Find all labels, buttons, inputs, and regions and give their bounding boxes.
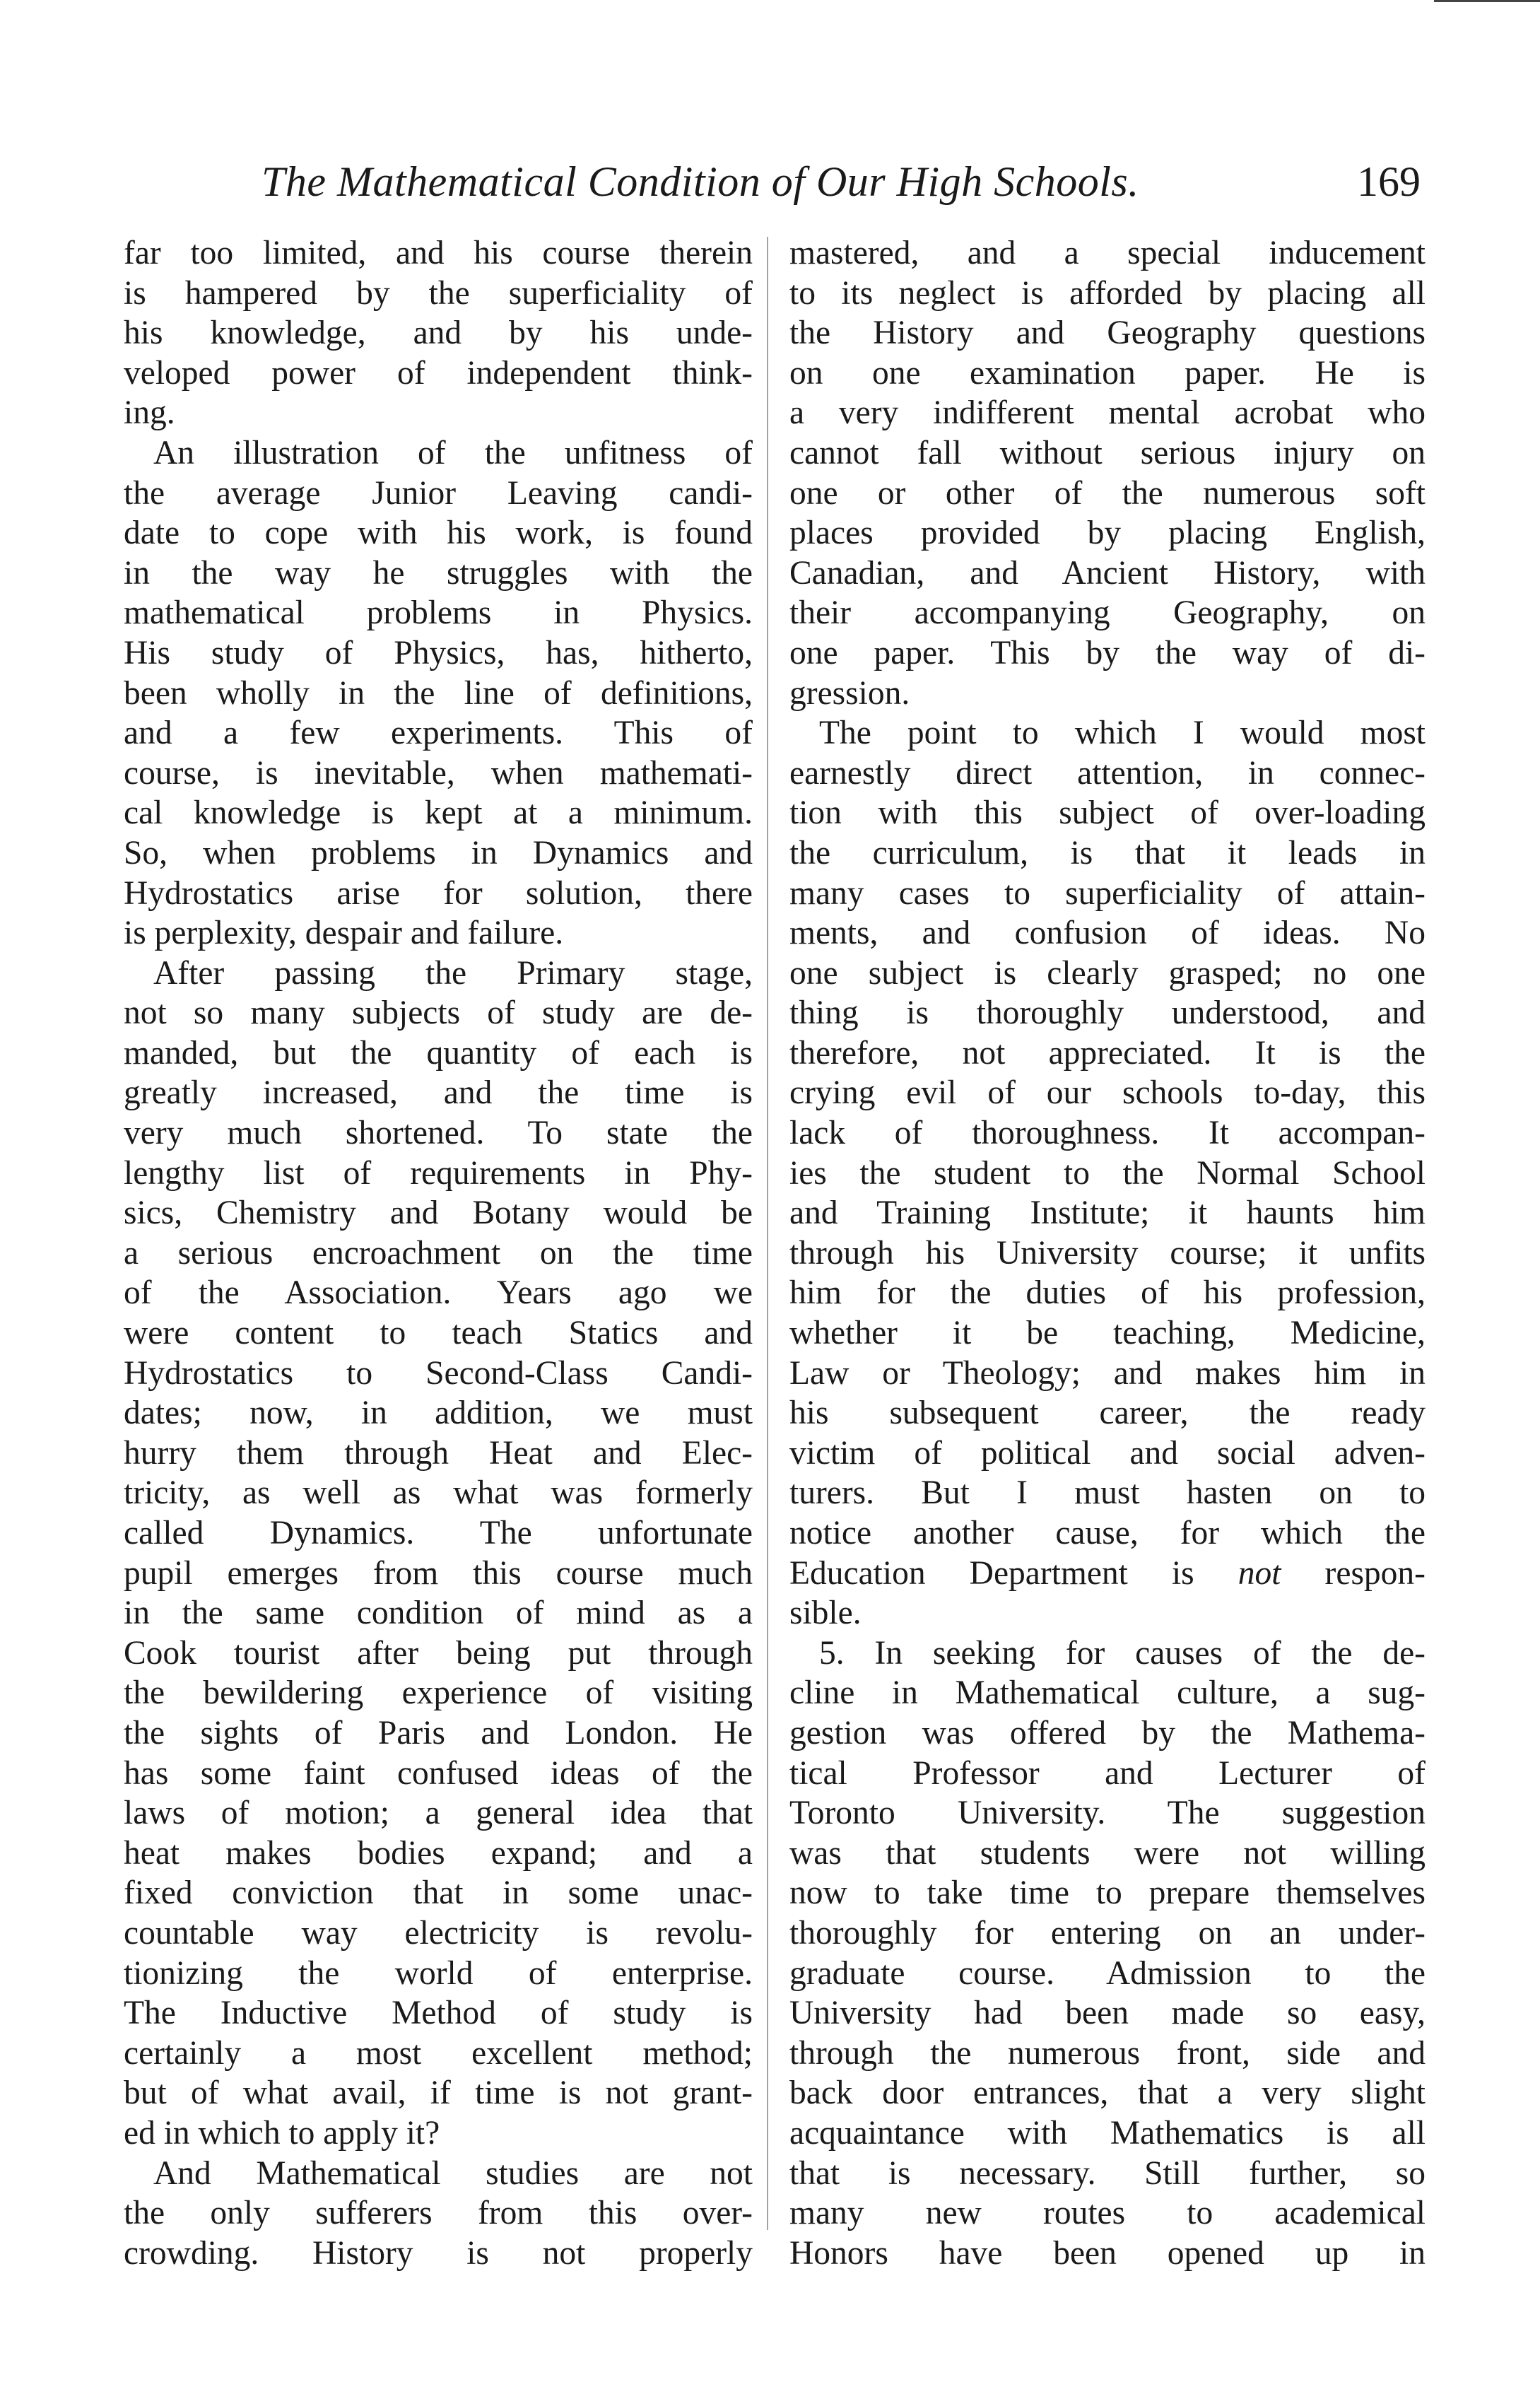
text-line: veloped power of independent think- (124, 354, 753, 392)
text-line: laws of motion; a general idea that (124, 1795, 753, 1832)
running-head (261, 150, 1421, 213)
text-line: many cases to superficiality of attain- (789, 874, 1426, 912)
text-line: very much shortened. To state the (124, 1115, 753, 1152)
text-line: a very indifferent mental acrobat who (789, 394, 1426, 432)
text-line: 5. In seeking for causes of the de- (819, 1634, 1426, 1672)
left-column (124, 233, 753, 2273)
text-line: ing. (124, 394, 175, 432)
text-line: lengthy list of requirements in Phy- (124, 1154, 753, 1192)
text-line: sible. (789, 1595, 862, 1632)
column-divider (767, 237, 768, 2230)
text-line: course, is inevitable, when mathemati- (124, 754, 753, 792)
text-line: tion with this subject of over-loading (789, 794, 1426, 832)
running-title: The Mathematical Condition of Our High Schools. (261, 158, 1139, 205)
text-line: Hydrostatics to Second-Class Candi- (124, 1354, 753, 1392)
text-line: gression. (789, 674, 910, 712)
text-line: earnestly direct attention, in connec- (789, 754, 1426, 792)
text-line: thoroughly for entering on an under- (789, 1914, 1426, 1952)
text-line: mastered, and a special inducement (789, 235, 1426, 271)
text-line: Cook tourist after being put through (124, 1634, 753, 1672)
text-line: through the numerous front, side and (789, 2034, 1426, 2072)
text-line: their accompanying Geography, on (789, 594, 1426, 632)
text-line-emphasis (789, 1554, 1426, 1594)
text-line: victim of political and social adven- (789, 1434, 1426, 1472)
text-line: Hydrostatics arise for solution, there (124, 874, 753, 912)
text-line: After passing the Primary stage, (153, 954, 753, 992)
text-line: the bewildering experience of visiting (124, 1674, 753, 1712)
text-line: the curriculum, is that it leads in (789, 834, 1426, 872)
text-line: the average Junior Leaving candi- (124, 474, 753, 512)
page-number: 169 (1357, 158, 1421, 205)
text-line: tionizing the world of enterprise. (124, 1954, 753, 1992)
text-line: now to take time to prepare themselves (789, 1874, 1426, 1912)
right-column (789, 233, 1426, 2273)
text-line: in the same condition of mind as a (124, 1595, 753, 1632)
text-line: Toronto University. The suggestion (789, 1795, 1426, 1832)
text-line: the sights of Paris and London. He (124, 1714, 753, 1751)
emphasis-word: not (1238, 1554, 1281, 1592)
text-line: heat makes bodies expand; and a (124, 1834, 753, 1872)
text-line: notice another cause, for which the (789, 1515, 1426, 1551)
text-line: hurry them through Heat and Elec- (124, 1434, 753, 1472)
text-line: greatly increased, and the time is (124, 1074, 753, 1112)
text-line: a serious encroachment on the time (124, 1234, 753, 1272)
text-line: in the way he struggles with the (124, 554, 753, 592)
text-line: fixed conviction that in some unac- (124, 1874, 753, 1912)
text-line: ed in which to apply it? (124, 2114, 440, 2152)
text-line: cline in Mathematical culture, a sug- (789, 1674, 1426, 1712)
text-line: thing is thoroughly understood, and (789, 994, 1426, 1032)
text-line: tricity, as well as what was formerly (124, 1474, 753, 1512)
text-line: through his University course; it unfits (789, 1234, 1426, 1272)
text-line: on one examination paper. He is (789, 354, 1426, 392)
text-line: certainly a most excellent method; (124, 2034, 753, 2072)
text-line: is hampered by the superficiality of (124, 274, 753, 312)
text-line: many new routes to academical (789, 2195, 1426, 2232)
text-line: countable way electricity is revolu- (124, 1914, 753, 1952)
text-line: not so many subjects of study are de- (124, 994, 753, 1032)
text-line: him for the duties of his profession, (789, 1274, 1426, 1312)
text-line: The point to which I would most (819, 715, 1426, 752)
text-line: cannot fall without serious injury on (789, 434, 1426, 471)
text-line: Law or Theology; and makes him in (789, 1354, 1426, 1392)
text-line: therefore, not appreciated. It is the (789, 1034, 1426, 1072)
text-line: his knowledge, and by his unde- (124, 315, 753, 352)
text-line: turers. But I must hasten on to (789, 1474, 1426, 1512)
text-line: crying evil of our schools to-day, this (789, 1074, 1426, 1112)
text-line: pupil emerges from this course much (124, 1554, 753, 1592)
text-line: cal knowledge is kept at a minimum. (124, 794, 753, 832)
text-line: were content to teach Statics and (124, 1315, 753, 1352)
text-line: His study of Physics, has, hitherto, (124, 634, 753, 671)
text-line: to its neglect is afforded by placing all (789, 274, 1426, 312)
text-line: University had been made so easy, (789, 1995, 1426, 2032)
text-line: Honors have been opened up in (789, 2234, 1426, 2272)
text-line: date to cope with his work, is found (124, 515, 753, 552)
text-line: and Training Institute; it haunts him (789, 1195, 1426, 1232)
text-line: that is necessary. Still further, so (789, 2154, 1426, 2192)
text-line: An illustration of the unfitness of (153, 434, 753, 471)
text-line: dates; now, in addition, we must (124, 1395, 753, 1432)
text-line: lack of thoroughness. It accompan- (789, 1115, 1426, 1152)
top-rule (1434, 0, 1540, 6)
text-line: crowding. History is not properly (124, 2234, 753, 2272)
text-line: the only sufferers from this over- (124, 2195, 753, 2232)
text-line: was that students were not willing (789, 1834, 1426, 1872)
text-line: has some faint confused ideas of the (124, 1754, 753, 1792)
text-line: tical Professor and Lecturer of (789, 1754, 1426, 1792)
text-line: is perplexity, despair and failure. (124, 915, 564, 952)
text-line: mathematical problems in Physics. (124, 594, 753, 632)
text-line: gestion was offered by the Mathema- (789, 1714, 1426, 1751)
text-line: one subject is clearly grasped; no one (789, 954, 1426, 992)
text-line: graduate course. Admission to the (789, 1954, 1426, 1992)
text-line: sics, Chemistry and Botany would be (124, 1195, 753, 1232)
text-line: places provided by placing English, (789, 515, 1426, 552)
text-line: manded, but the quantity of each is (124, 1034, 753, 1072)
text-segment: respon- (1281, 1554, 1426, 1592)
text-line: And Mathematical studies are not (153, 2154, 753, 2192)
text-line: So, when problems in Dynamics and (124, 834, 753, 872)
text-line: and a few experiments. This of (124, 715, 753, 752)
text-line: back door entrances, that a very slight (789, 2075, 1426, 2112)
text-line: been wholly in the line of definitions, (124, 674, 753, 712)
text-line: far too limited, and his course therein (124, 235, 753, 271)
text-segment: Education Department is (789, 1554, 1238, 1592)
text-line: his subsequent career, the ready (789, 1395, 1426, 1432)
text-line: Canadian, and Ancient History, with (789, 554, 1426, 592)
text-line: The Inductive Method of study is (124, 1995, 753, 2032)
text-line: acquaintance with Mathematics is all (789, 2114, 1426, 2152)
text-line: whether it be teaching, Medicine, (789, 1315, 1426, 1352)
text-line: one or other of the numerous soft (789, 474, 1426, 512)
text-line: ies the student to the Normal School (789, 1154, 1426, 1192)
text-line: but of what avail, if time is not grant- (124, 2075, 753, 2112)
text-line: ments, and confusion of ideas. No (789, 915, 1426, 952)
text-line: the History and Geography questions (789, 315, 1426, 352)
text-line: one paper. This by the way of di- (789, 634, 1426, 671)
text-line: called Dynamics. The unfortunate (124, 1515, 753, 1551)
text-line: of the Association. Years ago we (124, 1274, 753, 1312)
